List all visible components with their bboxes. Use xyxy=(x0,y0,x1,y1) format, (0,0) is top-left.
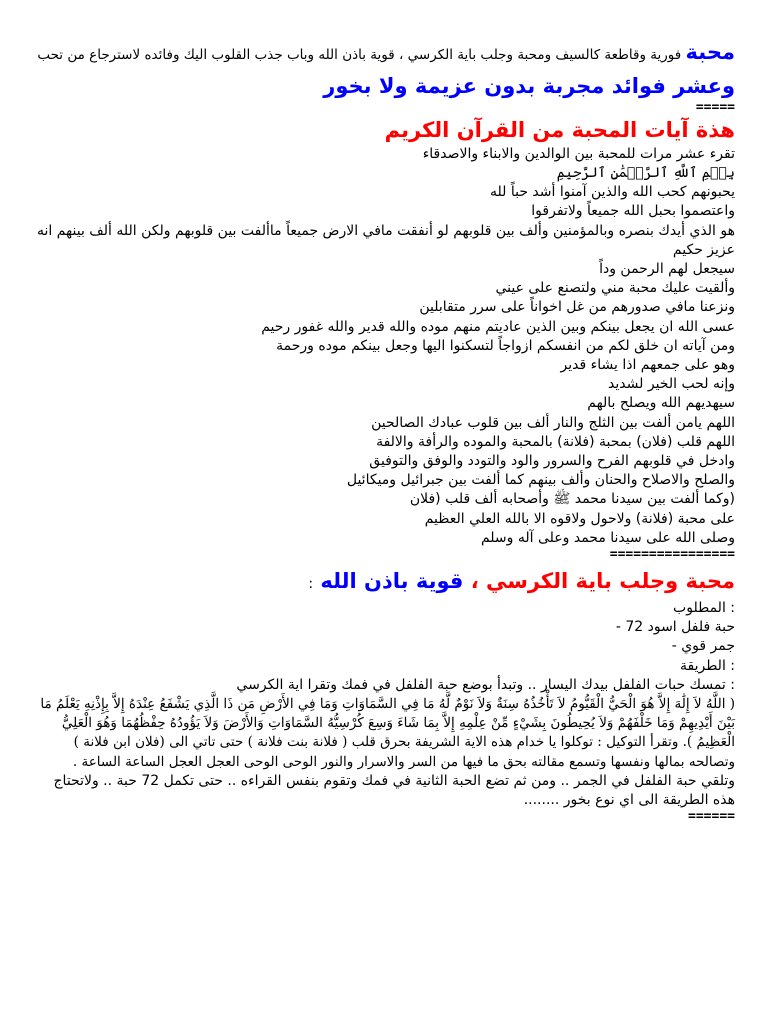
heading-verses: هذة آيات المحبة من القرآن الكريم xyxy=(384,118,735,142)
verse-line: والصلح والاصلاح والحنان وألف بينهم كما ألفت بين جبرائيل وميكائيل xyxy=(346,472,735,489)
separator-1: ===== xyxy=(695,100,735,115)
ayat-kursi-paragraph: ( اللَّهُ لاَ إِلَٰهَ إِلاَّ هُوَ الْحَيُّ الْقَيُّومُ لاَ تَأْخُذُهُ سِنَةٌ وَلاَ نَوْمٌ لَّهُ مَا فِي السَّمَاوَاتِ وَمَا فِي الأَرْضِ مَن ذَا الَّذِي يَشْفَعُ عِنْدَهُ إِلاَّ بِإِذْنِهِ يَعْلَمُ مَا بَيْنَ أَيْدِيهِمْ وَمَا خَلْفَهُمْ وَلاَ يُحِيطُونَ بِشَيْءٍ مِّنْ عِلْمِهِ إِلاَّ بِمَا شَاءَ وَسِعَ كُرْسِيُّهُ السَّمَاوَاتِ وَالأَرْضَ وَلاَ يَؤُودُهُ حِفْظُهُمَا وَهُوَ الْعَلِيُّ الْعَظِيمُ ). وتقرأ التوكيل : توكلوا يا خدام هذه الاية الشريفة بحرق قلب ( فلانة بنت فلانة ) حتى تاتي الى (فلان ابن فلانة ) وتصالحه بمالها ونفسها وتسمع مقالته بحق ما فيها من السر والاسرار والنور الوحى الوحى العجل العجل الساعة الساعة . xyxy=(40,696,735,770)
verses-list xyxy=(33,183,735,548)
verse-line: ومن آياته ان خلق لكم من انفسكم ازواجاً لتسكنوا اليها وجعل بينكم موده ورحمة xyxy=(276,337,735,354)
verse-line: وألقيت عليك محبة مني ولتصنع على عيني xyxy=(495,280,735,297)
verse-line: اللهم قلب (فلان) بمحبة (فلانة) بالمحبة والموده والرأفة والالفة xyxy=(376,433,735,450)
verse-line: وادخل في قلوبهم الفرح والسرور والود والتودد والوفق والتوفيق xyxy=(369,453,735,470)
verse-line: (وكما ألفت بين سيدنا محمد ﷺ وأصحابه ألف قلب (فلان xyxy=(409,491,735,508)
separator-2: ================ xyxy=(609,547,735,563)
verse-line: وهو على جمعهم اذا يشاء قدير xyxy=(560,357,735,374)
method-label: : الطريقة xyxy=(679,657,735,674)
verse-line: على محبة (فلانة) ولاحول ولاقوه الا بالله العلي العظيم xyxy=(424,510,735,527)
verse-line: سيهديهم الله ويصلح بالهم xyxy=(587,395,735,412)
required-item: حبة فلفل اسود 72 - xyxy=(615,619,735,636)
heading-benefits: وعشر فوائد مجربة بدون عزيمة ولا بخور xyxy=(323,74,735,98)
verse-line: سيجعل لهم الرحمن وداً xyxy=(599,261,735,278)
basmala: بِسۡمِ ٱللَّهِ ٱلرَّحۡمَٰنِ ٱلرَّحِيمِ xyxy=(556,165,735,182)
required-item: جمر قوي - xyxy=(671,638,735,655)
verse-line: هو الذي أيدك بنصره وبالمؤمنين وألف بين قلوبهم لو أنفقت مافي الارض جميعاً ماألفت بين قلوبهم ولكن الله ألف بينهم انه عزيز حكيم xyxy=(36,222,735,258)
verse-line: اللهم يامن ألفت بين الثلج والنار ألف بين قلوب عبادك الصالحين xyxy=(371,414,735,431)
verse-line: يحبونهم كحب الله والذين آمنوا أشد حباً لله xyxy=(489,184,735,201)
required-label: : المطلوب xyxy=(673,600,735,617)
section2-title-colon: : xyxy=(308,576,314,593)
verse-line: واعتصموا بحبل الله جميعاً ولاتفرقوا xyxy=(531,203,735,220)
method-end-paragraph: وتلقي حبة الفلفل في الجمر .. ومن ثم تضع الحبة الثانية في فمك وتقوم بنفس القراءه .. حتى تكمل 72 حبة .. ولاتحتاج هذه الطريقة الى اي نوع بخور ........ xyxy=(53,772,735,809)
verses-intro: تقرء عشر مرات للمحبة بين الوالدين والابناء والاصدقاء xyxy=(422,146,735,162)
verse-line: وإنه لحب الخير لشديد xyxy=(608,376,735,393)
verse-line: ونزعنا مافي صدورهم من غل اخواناً على سرر متقابلين xyxy=(419,299,735,316)
separator-3: ====== xyxy=(688,809,735,825)
intro-text: فورية وقاطعة كالسيف ومحبة وجلب باية الكرسي ، قوية باذن الله وباب جذب القلوب اليك وفائده لاسترجاع من تحب xyxy=(37,47,682,63)
section2-title-red: محبة وجلب باية الكرسي ، xyxy=(470,569,735,594)
document-page xyxy=(33,42,735,824)
verse-line: عسى الله ان يجعل بينكم وبين الذين عاديتم منهم موده والله قدير والله غفور رحيم xyxy=(261,318,735,335)
intro-paragraph xyxy=(33,42,735,65)
section2-heading xyxy=(33,566,735,599)
method-intro: : تمسك حبات الفلفل بيدك اليسار .. وتبدأ بوضع حبة الفلفل في فمك وتقرا اية الكرسي xyxy=(236,676,735,693)
verse-line: وصلى الله على سيدنا محمد وعلى آله وسلم xyxy=(480,529,735,546)
requirements xyxy=(33,599,735,695)
intro-lead-word: محبة xyxy=(685,40,735,64)
section2-title-blue: قوية باذن الله xyxy=(320,569,464,594)
